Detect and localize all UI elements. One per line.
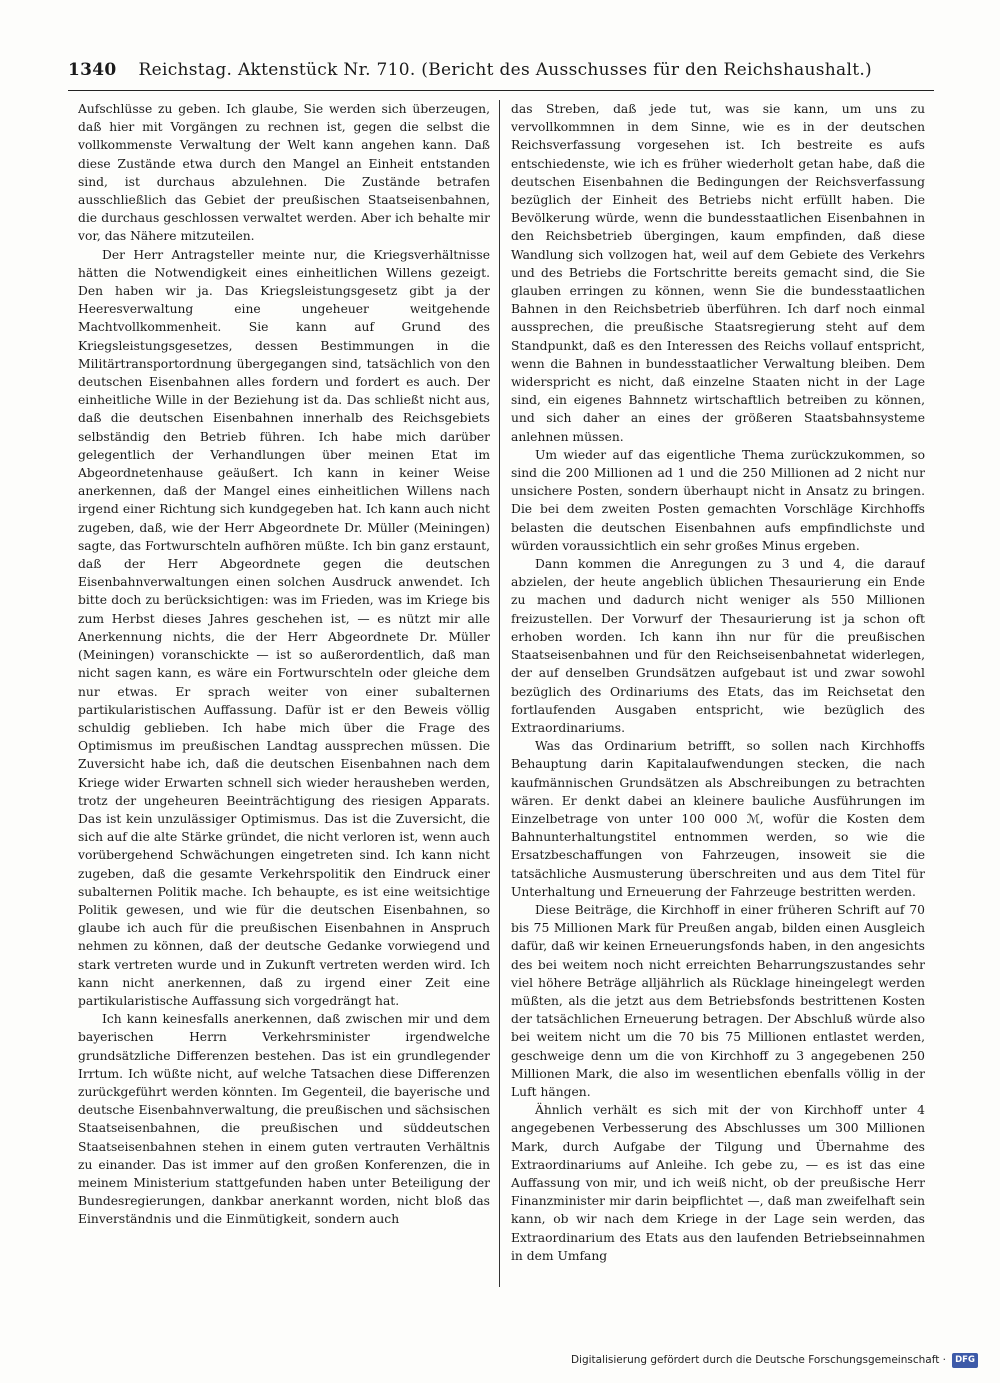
paragraph: Was das Ordinarium betrifft, so sollen nach Kirchhoffs Behauptung darin Kapitalaufwendungen stecken, die nach kaufmännischen Grundsätzen als Abschreibungen zu betrachten wären. Er denkt dabei an kleinere bauliche Ausführungen im Einzelbetrage von unter 100 000 ℳ, wofür die Kosten dem Bahnunterhaltungstitel entnommen werden, so wie die Ersatzbeschaffungen von Fahrzeugen, insoweit sie die tatsächliche Ausmusterung überschreiten und aus dem Titel für Unterhaltung und Erneuerung der Fahrzeuge bestritten werden. (511, 739, 925, 899)
page-header (68, 60, 934, 86)
running-title: Reichstag. Aktenstück Nr. 710. (Bericht des Ausschusses für den Reichshaushalt.) (138, 60, 872, 80)
paragraph: Diese Beiträge, die Kirchhoff in einer früheren Schrift auf 70 bis 75 Millionen Mark für Preußen angab, bilden einen Ausgleich dafür, daß wir keinen Erneuerungsfonds haben, in den angesichts des bei weitem noch nicht erreichten Beharrungszustandes sehr viel höhere Beträge alljährlich als Rücklage hineingelegt werden müßten, als die jetzt aus dem Betriebsfonds bestrittenen Kosten der tatsächlichen Erneuerung betragen. Der Abschluß würde also bei weitem nicht um die 70 bis 75 Millionen entlastet werden, geschweige denn um die von Kirchhoff zu 3 angegebenen 250 Millionen Mark, die also im wesentlichen ebenfalls völlig in der Luft hängen. (511, 902, 925, 1099)
paragraph: Um wieder auf das eigentliche Thema zurückzukommen, so sind die 200 Millionen ad 1 und die 250 Millionen ad 2 nicht nur unsichere Posten, sondern überhaupt nicht in Ansatz zu bringen. Die bei dem zweiten Posten gemachten Vorschläge Kirchhoffs belasten die deutschen Eisenbahnen aufs empfindlichste und würden voraussichtlich ein sehr großes Minus ergeben. (511, 447, 925, 553)
footer-text: Digitalisierung gefördert durch die Deutsche Forschungsgemeinschaft · (570, 1354, 946, 1366)
header-rule (68, 90, 934, 91)
paragraph: das Streben, daß jede tut, was sie kann, um uns zu vervollkommnen in dem Sinne, wie es in der deutschen Reichsverfassung vorgesehen ist. Ich bestreite es aufs entschiedenste, wie ich es früher wiederholt getan habe, daß die deutschen Eisenbahnen die Bedingungen der Reichsverfassung bezüglich der Einheit des Betriebs nicht erfüllt haben. Die Bevölkerung würde, wenn die bundesstaatlichen Eisenbahnen in den Reichsbetrieb übergingen, kaum empfinden, daß diese Wandlung sich vollzogen hat, weil auf dem Gebiete des Verkehrs und des Betriebs die Fortschritte bereits gemacht sind, die Sie glauben erringen zu können, wenn Sie die bundesstaatlichen Bahnen in den Reichsbetrieb überführen. Ich darf noch einmal aussprechen, die preußische Staatsregierung steht auf dem Standpunkt, daß es den Interessen des Reichs vollauf entspricht, wenn die Bahnen in bundesstaatlicher Verwaltung bleiben. Dem widerspricht es nicht, daß einzelne Staaten nicht in der Lage sind, ein eigenes Bahnnetz wirtschaftlich betreiben zu können, und sich daher an eines der größeren Staatsbahnsysteme anlehnen müssen. (511, 102, 925, 444)
paragraph: Der Herr Antragsteller meinte nur, die Kriegsverhältnisse hätten die Notwendigkeit eines einheitlichen Willens gezeigt. Den haben wir ja. Das Kriegsleistungsgesetz gibt ja der Heeresverwaltung eine ungeheuer weitgehende Machtvollkommenheit. Sie kann auf Grund des Kriegsleistungsgesetzes, dessen Bestimmungen in die Militärtransportordnung übergegangen sind, tatsächlich von den deutschen Eisenbahnen alles fordern und fordert es auch. Der einheitliche Wille in der Beziehung ist da. Das schließt nicht aus, daß die deutschen Eisenbahnen innerhalb des Reichsgebiets selbständig den Betrieb führen. Ich habe mich darüber gelegentlich der Verhandlungen über meinen Etat im Abgeordnetenhause geäußert. Ich kann in keiner Weise anerkennen, daß der Mangel eines einheitlichen Willens nach irgend einer Richtung sich kundgegeben hat. Ich kann auch nicht zugeben, daß, wie der Herr Abgeordnete Dr. Müller (Meiningen) sagte, das Fortwurschteln aufhören müßte. Ich bin ganz erstaunt, daß der Herr Abgeordnete gegen die deutschen Eisenbahnverwaltungen einen solchen Ausdruck anwendet. Ich bitte doch zu berücksichtigen: was im Frieden, was im Kriege bis zum Herbst dieses Jahres geschehen ist, — es nützt mir alle Anerkennung nichts, die der Herr Abgeordnete Dr. Müller (Meiningen) voranschickte — ist so außerordentlich, daß man nicht sagen kann, es wäre ein Fortwurschteln oder gleiche dem nur etwas. Er sprach weiter von einer subalternen partikularistischen Auffassung. Dafür ist er den Beweis völlig schuldig geblieben. Ich habe mich über die Frage des Optimismus im preußischen Landtag aussprechen müssen. Die Zuversicht habe ich, daß die deutschen Eisenbahnen nach dem Kriege wider Erwarten schnell sich wieder herausheben werden, trotz der ungeheuren Beeinträchtigung des riesigen Apparats. Das ist kein unzulässiger Optimismus. Das ist die Zuversicht, die sich auf die alte Stärke gründet, die nicht verloren ist, wenn auch vorübergehend Schwächungen eingetreten sind. Ich kann nicht zugeben, daß die gesamte Verkehrspolitik den Eindruck einer subalternen Politik mache. Ich behaupte, es ist eine weitsichtige Politik gewesen, und wie für die deutschen Eisenbahnen, so glaube ich auch für die preußischen Eisenbahnen in Anspruch nehmen zu können, daß der deutsche Gedanke vorwiegend und stark vertreten wurde und in Zukunft vertreten werden wird. Ich kann nicht anerkennen, daß zu irgend einer Zeit eine partikularistische Auffassung sich vorgedrängt hat. (78, 247, 490, 1008)
page-number: 1340 (68, 60, 117, 80)
digitization-footer (571, 1351, 978, 1369)
dfg-logo-icon: DFG (952, 1353, 978, 1368)
left-column (78, 100, 490, 1290)
paragraph: Ich kann keinesfalls anerkennen, daß zwischen mir und dem bayerischen Herrn Verkehrsminister irgendwelche grundsätzliche Differenzen bestehen. Das ist ein grundlegender Irrtum. Ich wüßte nicht, auf welche Tatsachen diese Differenzen zurückgeführt werden könnten. Im Gegenteil, die bayerische und deutsche Eisenbahnverwaltung, die preußischen und sächsischen Staatseisenbahnen, die preußischen und süddeutschen Staatseisenbahnen stehen in einem guten vertrauten Verhältnis zu einander. Das ist immer auf den großen Konferenzen, die in meinem Ministerium stattgefunden haben unter Beteiligung der Bundesregierungen, dankbar anerkannt worden, nicht bloß das Einverständnis und die Einmütigkeit, sondern auch (78, 1012, 490, 1227)
right-column (511, 100, 925, 1290)
column-divider (499, 100, 500, 1287)
paragraph: Aufschlüsse zu geben. Ich glaube, Sie werden sich überzeugen, daß hier mit Vorgängen zu rechnen ist, gegen die selbst die vollkommenste Verwaltung der Welt kann angehen kann. Daß diese Zustände etwa durch den Mangel an Einheit entstanden sind, ist durchaus abzulehnen. Die Zustände betrafen ausschließlich das Gebiet der preußischen Staatseisenbahnen, die durchaus geschlossen verwaltet werden. Aber ich behalte mir vor, das Nähere mitzuteilen. (78, 102, 490, 244)
paragraph: Dann kommen die Anregungen zu 3 und 4, die darauf abzielen, der heute angeblich üblichen Thesaurierung ein Ende zu machen und dadurch nicht weniger als 550 Millionen freizustellen. Der Vorwurf der Thesaurierung ist ja schon oft erhoben worden. Ich kann ihn nur für die preußischen Staatseisenbahnen und für den Reichseisenbahnetat widerlegen, der auf denselben Grundsätzen aufgebaut ist und zwar sowohl bezüglich des Ordinariums des Etats, das im Reichsetat den fortlaufenden Ausgaben entspricht, wie bezüglich des Extraordinariums. (511, 557, 925, 735)
paragraph: Ähnlich verhält es sich mit der von Kirchhoff unter 4 angegebenen Verbesserung des Abschlusses um 300 Millionen Mark, durch Aufgabe der Tilgung und Übernahme des Extraordinariums auf Anleihe. Ich gebe zu, — es ist das eine Auffassung von mir, und ich weiß nicht, ob der preußische Herr Finanzminister mir darin beipflichtet —, daß man zweifelhaft sein kann, ob wir nach dem Kriege in der Lage sein werden, das Extraordinarium des Etats aus den laufenden Betriebseinnahmen in dem Umfang (511, 1103, 925, 1263)
